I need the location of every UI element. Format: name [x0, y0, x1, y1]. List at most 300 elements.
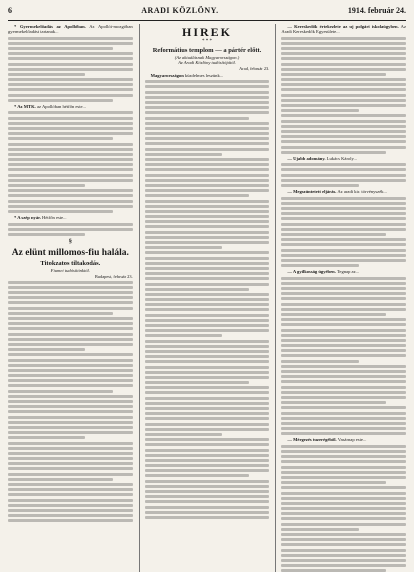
body-text-line — [8, 143, 133, 146]
body-text-line — [145, 267, 270, 270]
body-text-line — [8, 117, 133, 120]
body-text-line — [8, 488, 133, 491]
body-text-line — [145, 163, 270, 166]
body-text-line — [8, 307, 133, 310]
body-text-line — [145, 449, 270, 452]
body-text-line — [281, 380, 406, 383]
body-text-line — [281, 83, 406, 86]
body-text-line — [8, 296, 133, 299]
body-text-line — [281, 42, 406, 45]
body-text-line — [145, 225, 270, 228]
body-text-line — [145, 314, 270, 317]
body-text-line — [8, 286, 133, 289]
body-text-line — [8, 111, 133, 114]
body-text-line — [8, 189, 133, 192]
body-text-line — [281, 502, 406, 505]
body-text-line — [145, 184, 270, 187]
body-text-line — [145, 189, 270, 192]
article-lead: — Megszüntetett eljárás. — [287, 189, 337, 195]
body-text-line — [145, 474, 250, 477]
article-lead: * A szép nyár. — [14, 215, 41, 221]
body-text-line — [8, 205, 133, 208]
article-szep-nyar — [8, 215, 133, 220]
article-text: Az Apollói-mozgóban gyermekelőadást tartanak... — [8, 24, 133, 35]
body-text-line — [145, 148, 270, 151]
body-text-line — [8, 338, 133, 341]
article-text: az Apollóban hétfőn este... — [36, 104, 86, 110]
body-text-line — [145, 210, 270, 213]
body-text-line — [281, 308, 406, 311]
story-dateline: Budapest, február 23. — [94, 273, 133, 279]
body-text-line — [145, 179, 270, 182]
body-text-line — [145, 91, 270, 94]
article-lead: — Mérgezés tuzerégéből. — [287, 437, 337, 443]
article-text: Tegnap az... — [336, 269, 360, 275]
body-text-line — [145, 158, 270, 161]
body-text-line — [281, 323, 406, 326]
body-text-line — [8, 63, 133, 66]
body-text-line — [145, 293, 270, 296]
body-text-line — [8, 353, 133, 356]
body-text-line — [8, 343, 133, 346]
body-text-line — [145, 423, 270, 426]
body-text-line — [8, 400, 133, 403]
article-reformatus — [145, 73, 270, 78]
body-text-line — [8, 457, 133, 460]
body-text-line — [8, 374, 133, 377]
body-text-line — [281, 37, 406, 40]
body-text-line — [281, 313, 386, 316]
article-text: Lukács Károly... — [326, 155, 357, 161]
article-gyermekeloadas — [8, 24, 133, 34]
body-text-line — [145, 490, 270, 493]
story-subheadline: Titokzatos tiltakodás. — [40, 260, 101, 268]
body-text-line — [8, 73, 85, 76]
body-text-line — [8, 233, 85, 236]
body-text-line — [281, 486, 406, 489]
body-text-line — [281, 78, 406, 81]
body-text-line — [281, 412, 406, 415]
body-text-line — [281, 329, 406, 332]
body-text-line — [8, 163, 133, 166]
body-text-line — [145, 168, 270, 171]
body-text-line — [281, 497, 406, 500]
body-text-line — [281, 146, 406, 149]
body-text-line — [281, 460, 406, 463]
body-text-line — [8, 88, 133, 91]
body-text-line — [8, 390, 113, 393]
body-text-line — [145, 272, 270, 275]
body-text-line — [281, 492, 406, 495]
body-text-line — [8, 519, 133, 522]
body-text-line — [145, 80, 270, 83]
body-text-line — [281, 151, 386, 154]
body-text-line — [281, 130, 406, 133]
body-text-line — [281, 538, 406, 541]
body-text-line — [281, 184, 358, 187]
body-text-line — [281, 543, 406, 546]
body-text-line — [8, 184, 85, 187]
body-text-line — [145, 308, 270, 311]
body-text-line — [281, 254, 406, 257]
body-text-line — [8, 291, 133, 294]
body-text-line — [281, 63, 406, 66]
body-text-line — [281, 303, 406, 306]
body-text-line — [145, 236, 270, 239]
article-gyilkossag — [281, 269, 406, 274]
body-text-line — [281, 52, 406, 55]
body-text-line — [8, 37, 133, 40]
body-text-line — [145, 288, 250, 291]
body-text-line — [281, 422, 406, 425]
masthead — [8, 6, 406, 21]
column-area — [8, 24, 406, 572]
body-text-line — [281, 476, 406, 479]
body-text-line — [145, 443, 270, 446]
article-eljaras — [281, 189, 406, 194]
body-text-line — [145, 319, 270, 322]
body-text-line — [8, 174, 133, 177]
body-text-line — [8, 467, 133, 470]
body-text-line — [145, 397, 270, 400]
body-text-line — [145, 480, 270, 483]
body-text-line — [145, 241, 270, 244]
body-text-line — [145, 464, 270, 467]
body-text-line — [281, 163, 406, 166]
body-text-line — [145, 371, 270, 374]
article-lead: — Kereskedők értekezlete az uj polgári iskolaügyben. — [287, 24, 399, 29]
article-lead: — A gyilkosság ügyében. — [287, 269, 336, 275]
article-ujabb-adomany — [281, 156, 406, 161]
body-text-line — [281, 243, 406, 246]
article-lead: * Az MTK. — [14, 104, 36, 110]
body-text-line — [8, 348, 85, 351]
body-text-line — [281, 233, 386, 236]
body-text-line — [281, 334, 406, 337]
body-text-line — [145, 194, 250, 197]
section-mark: § — [68, 238, 72, 246]
body-text-line — [8, 52, 133, 55]
column-2 — [139, 24, 270, 572]
issue-date: 1914. február 24. — [347, 6, 406, 15]
body-text-line — [281, 512, 406, 515]
body-text-line — [145, 283, 270, 286]
body-text-line — [8, 327, 133, 330]
body-text-line — [145, 334, 222, 337]
body-text-line — [281, 455, 406, 458]
body-text-line — [8, 194, 133, 197]
body-text-line — [145, 220, 270, 223]
body-text-line — [281, 365, 406, 368]
body-text-line — [281, 481, 386, 484]
story-headline: Az elünt millomos-fiu halála. — [11, 248, 129, 259]
body-text-line — [8, 132, 133, 135]
body-text-line — [8, 322, 133, 325]
body-text-line — [145, 96, 270, 99]
body-text-line — [8, 158, 133, 161]
article-text: küzdelmes leszünk... — [184, 72, 224, 78]
body-text-line — [8, 395, 133, 398]
body-text-line — [8, 42, 133, 45]
body-text-line — [8, 483, 133, 486]
body-text-line — [8, 99, 113, 102]
body-text-line — [145, 428, 270, 431]
body-text-line — [281, 375, 406, 378]
body-text-line — [281, 559, 406, 562]
body-text-line — [281, 554, 406, 557]
body-text-line — [8, 94, 133, 97]
body-text-line — [281, 277, 406, 280]
body-text-line — [281, 523, 406, 526]
body-text-line — [145, 412, 270, 415]
body-text-line — [281, 73, 386, 76]
body-text-line — [281, 287, 406, 290]
body-text-line — [281, 344, 406, 347]
article-subheadline: (Az aktuálásnak Magyarországon.) — [174, 55, 240, 60]
body-text-line — [8, 223, 133, 226]
body-text-line — [8, 148, 133, 151]
body-text-line — [281, 354, 406, 357]
body-text-line — [8, 333, 133, 336]
body-text-line — [281, 360, 358, 363]
body-text-line — [8, 168, 133, 171]
body-text-line — [145, 360, 270, 363]
body-text-line — [281, 197, 406, 200]
body-text-line — [281, 140, 406, 143]
body-text-line — [8, 421, 133, 424]
body-text-line — [8, 47, 113, 50]
body-text-line — [145, 174, 270, 177]
body-text-line — [8, 317, 133, 320]
body-text-line — [281, 109, 358, 112]
body-text-line — [145, 111, 270, 114]
body-text-line — [281, 228, 406, 231]
body-text-line — [281, 417, 406, 420]
body-text-line — [281, 549, 406, 552]
page-number: 6 — [8, 6, 12, 15]
body-text-line — [281, 396, 406, 399]
body-text-line — [8, 137, 113, 140]
body-text-line — [145, 376, 270, 379]
body-text-line — [145, 246, 222, 249]
body-text-line — [8, 312, 113, 315]
body-text-line — [8, 301, 133, 304]
body-text-line — [281, 99, 406, 102]
body-text-line — [281, 174, 406, 177]
body-text-line — [281, 125, 406, 128]
body-text-line — [145, 329, 270, 332]
body-text-line — [281, 386, 406, 389]
article-lead: * Gyermekelőadás az Apollóban. — [14, 24, 86, 29]
article-headline: Reformátius templom — a pártér előtt. — [152, 47, 262, 54]
column-3 — [275, 24, 406, 572]
body-text-line — [8, 493, 133, 496]
body-text-line — [145, 117, 250, 120]
section-title-hirek: HIREK — [182, 25, 233, 39]
body-text-line — [145, 262, 270, 265]
body-text-line — [145, 485, 270, 488]
body-text-line — [145, 298, 270, 301]
body-text-line — [281, 135, 406, 138]
body-text-line — [8, 462, 133, 465]
body-text-line — [8, 68, 133, 71]
body-text-line — [8, 359, 133, 362]
body-text-line — [8, 452, 133, 455]
body-text-line — [145, 345, 270, 348]
body-text-line — [145, 391, 270, 394]
body-text-line — [281, 471, 406, 474]
body-text-line — [8, 405, 133, 408]
body-text-line — [281, 517, 406, 520]
body-text-line — [145, 127, 270, 130]
body-text-line — [281, 297, 406, 300]
body-text-line — [281, 370, 406, 373]
body-text-line — [8, 509, 133, 512]
body-text-line — [8, 78, 133, 81]
body-text-line — [281, 406, 406, 409]
body-text-line — [8, 122, 133, 125]
body-text-line — [281, 212, 406, 215]
body-text-line — [281, 264, 358, 267]
body-text-line — [281, 94, 406, 97]
body-text-line — [281, 217, 406, 220]
body-text-line — [8, 281, 133, 284]
body-text-line — [281, 179, 406, 182]
body-text-line — [281, 104, 406, 107]
body-text-line — [8, 426, 133, 429]
body-text-line — [281, 318, 406, 321]
body-text-line — [8, 127, 133, 130]
body-text-line — [8, 514, 133, 517]
body-text-line — [281, 88, 406, 91]
body-text-line — [145, 200, 270, 203]
body-text-line — [8, 499, 133, 502]
body-text-line — [145, 215, 270, 218]
body-text-line — [8, 210, 113, 213]
body-text-line — [145, 106, 270, 109]
body-text-line — [8, 436, 85, 439]
body-text-line — [281, 432, 406, 435]
body-text-line — [8, 384, 133, 387]
article-lead: Magyarországon — [150, 72, 184, 78]
paper-title: ARADI KÖZLÖNY. — [141, 6, 219, 15]
article-mergezes — [281, 437, 406, 442]
body-text-line — [145, 500, 270, 503]
body-text-line — [281, 120, 406, 123]
body-text-line — [281, 533, 406, 536]
body-text-line — [281, 282, 406, 285]
body-text-line — [145, 386, 270, 389]
body-text-line — [8, 447, 133, 450]
body-text-line — [145, 511, 270, 514]
body-text-line — [281, 427, 406, 430]
body-text-line — [145, 137, 270, 140]
body-text-line — [8, 57, 133, 60]
body-text-line — [281, 564, 406, 567]
body-text-line — [281, 450, 406, 453]
body-text-line — [8, 442, 133, 445]
body-text-line — [145, 324, 270, 327]
body-text-line — [281, 57, 406, 60]
body-text-line — [145, 402, 270, 405]
body-text-line — [145, 381, 250, 384]
body-text-line — [145, 142, 270, 145]
body-text-line — [145, 506, 270, 509]
body-text-line — [8, 228, 133, 231]
body-text-line — [145, 433, 222, 436]
body-text-line — [8, 379, 133, 382]
body-text-line — [145, 366, 270, 369]
body-text-line — [281, 238, 406, 241]
article-byline: Az Aradi Közlöny tudósítójától. — [178, 60, 236, 66]
body-text-line — [145, 257, 270, 260]
body-text-line — [145, 516, 270, 519]
body-text-line — [145, 417, 270, 420]
body-text-line — [145, 340, 270, 343]
body-text-line — [281, 507, 406, 510]
article-kereskedok — [281, 24, 406, 34]
body-text-line — [281, 528, 358, 531]
body-text-line — [145, 101, 270, 104]
body-text-line — [281, 339, 406, 342]
body-text-line — [8, 153, 133, 156]
body-text-line — [281, 391, 406, 394]
body-text-line — [8, 431, 133, 434]
body-text-line — [8, 473, 133, 476]
body-text-line — [8, 478, 113, 481]
body-text-line — [145, 153, 222, 156]
body-text-line — [281, 349, 406, 352]
body-text-line — [281, 202, 406, 205]
body-text-line — [145, 407, 270, 410]
story-byline: Fiumei tudósítónktól. — [50, 268, 90, 274]
body-text-line — [281, 223, 406, 226]
body-text-line — [145, 469, 270, 472]
body-text-line — [145, 438, 270, 441]
body-text-line — [145, 355, 270, 358]
body-text-line — [8, 83, 133, 86]
body-text-line — [145, 277, 270, 280]
column-1 — [8, 24, 133, 572]
article-text: Az Aradi Kereskedők Egyesülete... — [281, 24, 406, 35]
body-text-line — [281, 445, 406, 448]
body-text-line — [145, 454, 270, 457]
article-text: Hétfőn este... — [42, 215, 67, 221]
body-text-line — [281, 207, 406, 210]
body-text-line — [8, 364, 133, 367]
body-text-line — [281, 47, 406, 50]
body-text-line — [281, 401, 386, 404]
body-text-line — [145, 231, 270, 234]
body-text-line — [8, 200, 133, 203]
body-text-line — [145, 122, 270, 125]
body-text-line — [145, 205, 270, 208]
body-text-line — [8, 416, 133, 419]
body-text-line — [145, 495, 270, 498]
body-text-line — [281, 466, 406, 469]
body-text-line — [145, 303, 270, 306]
body-text-line — [145, 350, 270, 353]
body-text-line — [281, 259, 406, 262]
article-lead: — Ujabb adomány. — [287, 155, 326, 161]
body-text-line — [281, 249, 406, 252]
body-text-line — [8, 369, 133, 372]
body-text-line — [8, 179, 133, 182]
body-text-line — [281, 292, 406, 295]
body-text-line — [145, 85, 270, 88]
article-dateline: Arad, február 23. — [239, 65, 270, 71]
article-text: Az aradi kir. törvényszék... — [337, 189, 387, 195]
